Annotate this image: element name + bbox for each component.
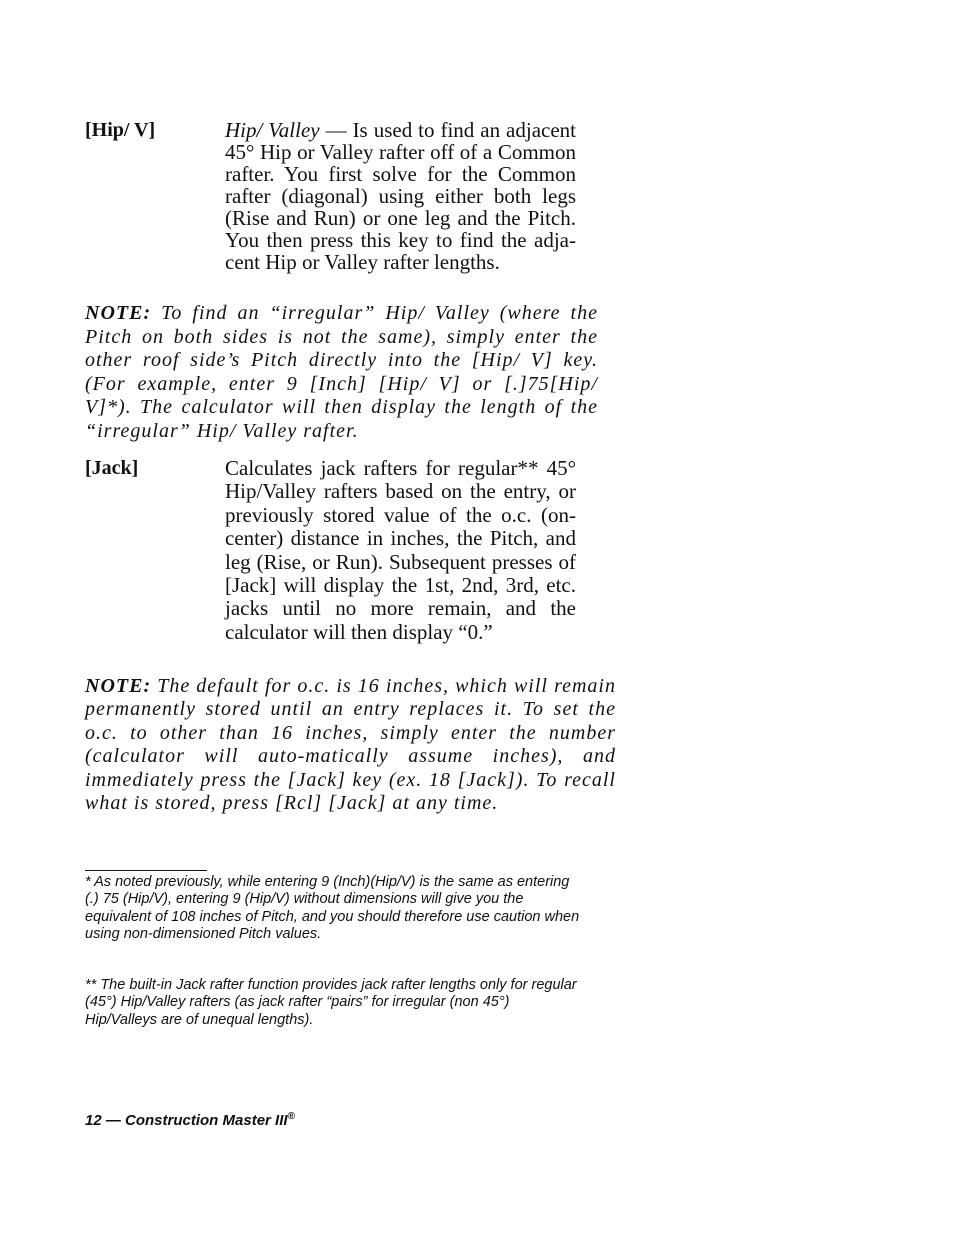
footnote-pitch-values: * As noted previously, while entering 9 (Inch)(Hip/V) is the same as entering (.) 75 (Hip/V), entering 9 (Hip/V) without dimensions will give you the equivalent of 108 inches of Pitch, and you should therefore use caution when using non-dimensioned Pitch values. xyxy=(85,874,580,942)
note-label: NOTE: xyxy=(85,302,152,324)
footnote-jack-rafters: ** The built-in Jack rafter function provides jack rafter lengths only for regular (45°) Hip/Valley rafters (as jack rafter “pairs” for irregular (non 45°) Hip/Valleys are of unequal lengths). xyxy=(85,977,577,1028)
note-text: The default for o.c. is 16 inches, which will remain permanently stored until an entry replaces it. To set the o.c. to other than 16 inches, simply enter the number (calculator will auto-matically assume inches), and immediately press the [Jack] key (ex. 18 [Jack]). To recall what is stored, press [Rcl] [Jack] at any time. xyxy=(85,675,616,815)
hip-valley-text: — Is used to find an adjacent 45° Hip or Valley rafter off of a Common rafter. You first solve for the Common rafter (diagonal) using either both legs (Rise and Run) or one leg and the Pitch. You then press this key to find the adja-cent Hip or Valley rafter lengths. xyxy=(225,118,576,274)
note-text: To find an “irregular” Hip/ Valley (where the Pitch on both sides is not the same), simply enter the other roof side’s Pitch directly into the [Hip/ V] key. (For example, enter 9 [Inch] [Hip/ V] or [.]75[Hip/ V]*). The calculator will then display the length of the “irregular” Hip/ Valley rafter. xyxy=(85,302,598,442)
hip-valley-description xyxy=(225,119,576,273)
hip-valley-key-label: [Hip/ V] xyxy=(85,119,156,141)
jack-description: Calculates jack rafters for regular** 45° Hip/Valley rafters based on the entry, or previously stored value of the o.c. (on-center) distance in inches, the Pitch, and leg (Rise, or Run). Subsequent presses of [Jack] will display the 1st, 2nd, 3rd, etc. jacks until no more remain, and the calculator will then display “0.” xyxy=(225,456,576,644)
jack-default-note xyxy=(85,675,616,815)
footer-title: — Construction Master III xyxy=(101,1112,288,1129)
hip-valley-term: Hip/ Valley xyxy=(225,118,320,142)
page-footer xyxy=(85,1111,295,1129)
footnote-divider xyxy=(85,870,207,871)
irregular-hip-note xyxy=(85,302,598,443)
page-number: 12 xyxy=(85,1112,102,1129)
registered-mark: ® xyxy=(287,1111,295,1122)
jack-key-label: [Jack] xyxy=(85,457,139,479)
note-label: NOTE: xyxy=(85,675,152,697)
